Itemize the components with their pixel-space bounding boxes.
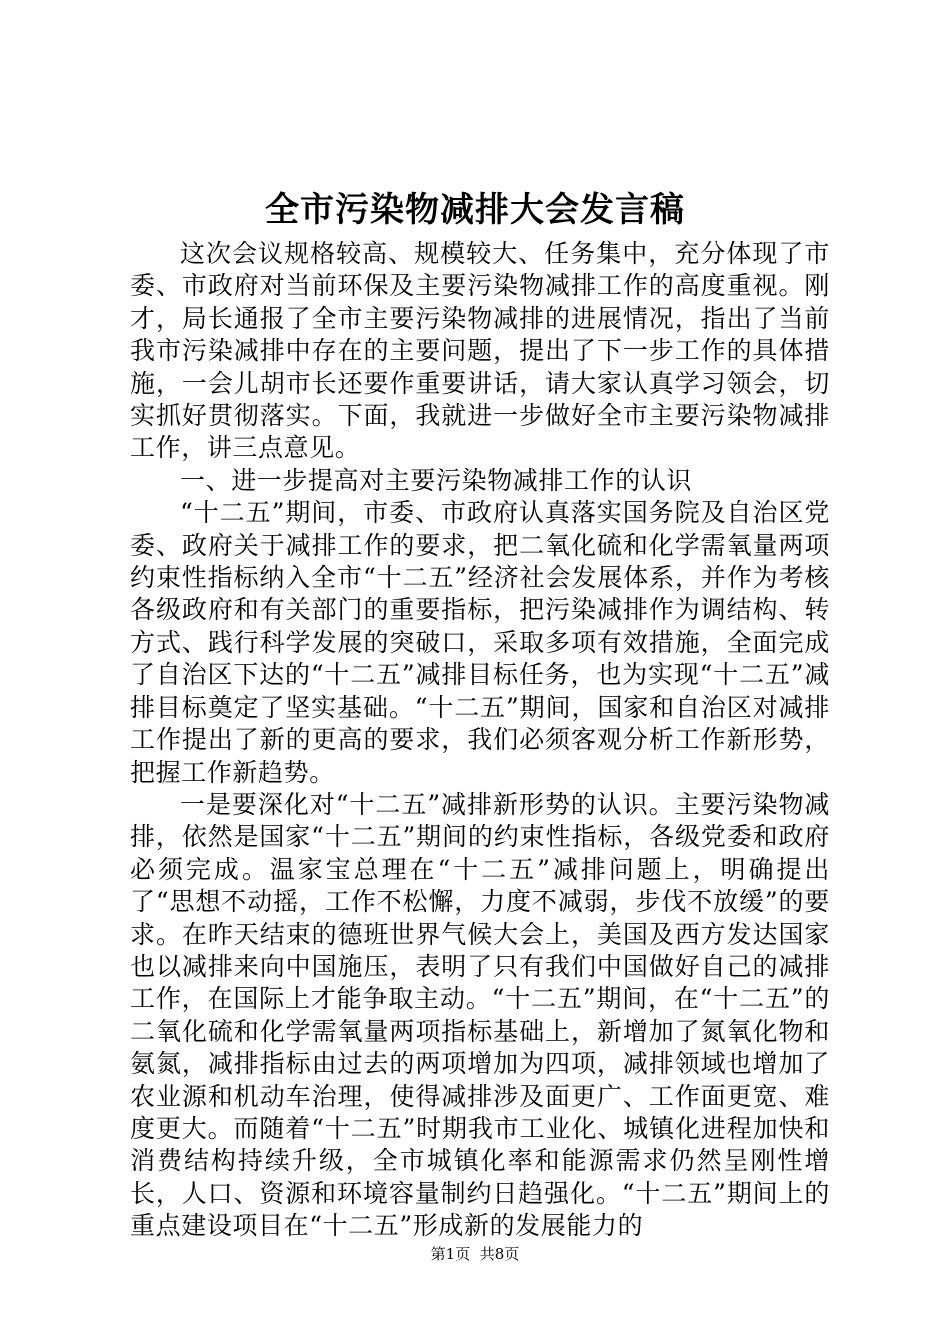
page-title: 全市污染物减排大会发言稿 [265,190,685,230]
paragraph-intro: 这次会议规格较高、规模较大、任务集中，充分体现了市委、市政府对当前环保及主要污染物减排工作的高度重视。刚才，局长通报了全市主要污染物减排的进展情况，指出了当前我市污染减排中存在的主要问题，提出了下一步工作的具体措施，一会儿胡市长还要作重要讲话，请大家认真学习领会，切实抓好贯彻落实。下面，我就进一步做好全市主要污染物减排工作，讲三点意见。 [130,239,830,463]
section-heading-1: 一、进一步提高对主要污染物减排工作的认识 [180,465,693,495]
page-number: 第1页 [430,1245,471,1263]
paragraph-section-1: “十二五”期间，市委、市政府认真落实国务院及自治区党委、政府关于减排工作的要求，把二氧化硫和化学需氧量两项约束性指标纳入全市“十二五”经济社会发展体系，并作为考核各级政府和有关部门的重要指标，把污染减排作为调结构、转方式、践行科学发展的突破口，采取多项有效措施，全面完成了自治区下达的“十二五”减排目标任务，也为实现“十二五”减排目标奠定了坚实基础。“十二五”期间，国家和自治区对减排工作提出了新的更高的要求，我们必须客观分析工作新形势，把握工作新趋势。 [130,498,830,787]
page-footer [0,1244,950,1264]
total-pages: 共8页 [479,1245,520,1263]
document-body [130,238,830,1243]
paragraph-point-1: 一是要深化对“十二五”减排新形势的认识。主要污染物减排，依然是国家“十二五”期间的约束性指标，各级党委和政府必须完成。温家宝总理在“十二五”减排问题上，明确提出了“思想不动摇，工作不松懈，力度不减弱，步伐不放缓”的要求。在昨天结束的德班世界气候大会上，美国及西方发达国家也以减排来向中国施压，表明了只有我们中国做好自己的减排工作，在国际上才能争取主动。“十二五”期间，在“十二五”的二氧化硫和化学需氧量两项指标基础上，新增加了氮氧化物和氨氮，减排指标由过去的两项增加为四项，减排领域也增加了农业源和机动车治理，使得减排涉及面更广、工作面更宽、难度更大。而随着“十二五”时期我市工业化、城镇化进程加快和消费结构持续升级，全市城镇化率和能源需求仍然呈刚性增长，人口、资源和环境容量制约日趋强化。“十二五”期间上的重点建设项目在“十二五”形成新的发展能力的 [130,789,830,1241]
